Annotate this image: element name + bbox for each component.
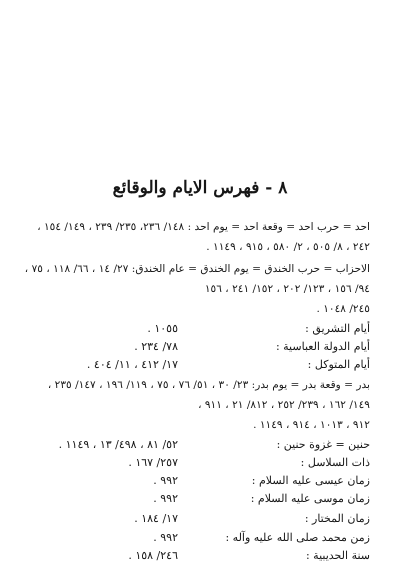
entry-value: ٩٩٢ . bbox=[153, 474, 178, 487]
entry-term: زمن محمد صلى الله عليه وآله : bbox=[225, 531, 370, 544]
entry-value: ١٠٥٥ . bbox=[147, 322, 178, 335]
entry-line: الاحزاب = حرب الخندق = يوم الخندق = عام الخندق: ٢٧/ ١٤ ، ٦٦/ ١١٨ ، ٧٥ ، bbox=[24, 263, 370, 275]
entry-term: حنين = غزوة حنين : bbox=[276, 438, 370, 451]
entry-term: ذات السلاسل : bbox=[300, 456, 370, 469]
entry-value: ٥٢/ ٨١ ، ٤٩٨/ ١٣ ، ١١٤٩ . bbox=[58, 438, 178, 451]
entry-line: احد = حرب احد = وقعة احد = يوم احد : ١٤٨/ ٢٣٦، ٢٣٥/ ٢٣٩ ، ١٤٩/ ١٥٤ ، bbox=[37, 221, 370, 233]
entry-term: أيام المتوكل : bbox=[307, 358, 370, 371]
entry-line: بدر = وقعة بدر = يوم بدر: ٢٣/ ٣٠ ، ٥١/ ٧٦ ، ٧٥ ، ١١٩/ ١٩٦ ، ١٤٧/ ٢٣٥ ، bbox=[47, 379, 370, 391]
entry-term: أيام التشريق : bbox=[305, 322, 370, 335]
entry-value: ٢٥٧/ ١٦٧ . bbox=[128, 456, 178, 469]
entry-term: زمان عيسى عليه السلام : bbox=[251, 474, 370, 487]
section-heading: ٨ - فهرس الايام والوقائع bbox=[112, 178, 288, 198]
entry-term: أيام الدولة العباسية : bbox=[275, 340, 370, 353]
entry-value: ٩٩٢ . bbox=[153, 531, 178, 544]
entry-line: ٩١٢ ، ١٠١٣ ، ٩١٤ ، ١١٤٩ . bbox=[253, 419, 370, 431]
entry-value: ١٧/ ٤١٢ ، ١١/ ٤٠٤ . bbox=[86, 358, 178, 371]
entry-line: ٢٤٢ ، ٨/ ٥٠٥ ، ٢/ ٥٨٠ ، ٩١٥ ، ١١٤٩ . bbox=[206, 241, 370, 253]
entry-line: ١٤٩/ ١٦٢ ، ٢٣٩/ ٢٥٢ ، ٨١٢/ ٢١ ، ٩١١ ، bbox=[198, 399, 370, 411]
entry-value: ٧٨/ ٢٣٤ . bbox=[134, 340, 178, 353]
entry-value: ٩٩٢ . bbox=[153, 492, 178, 505]
entry-line: ٩٤/ ١٥٦ ، ١٢٣/ ٢٠٢ ، ١٥٢/ ٢٤١ ، ١٥٦ bbox=[204, 283, 370, 295]
entry-value: ١٧/ ١٨٤ . bbox=[134, 512, 178, 525]
entry-line: ٢٤٥/ ١٠٤٨ . bbox=[316, 303, 370, 315]
entry-term: زمان موسى عليه السلام : bbox=[250, 492, 370, 505]
entry-term: زمان المختار : bbox=[304, 512, 370, 525]
entry-term: سنة الحديبية : bbox=[305, 549, 370, 562]
entry-value: ٢٤٦/ ١٥٨ . bbox=[128, 549, 178, 562]
